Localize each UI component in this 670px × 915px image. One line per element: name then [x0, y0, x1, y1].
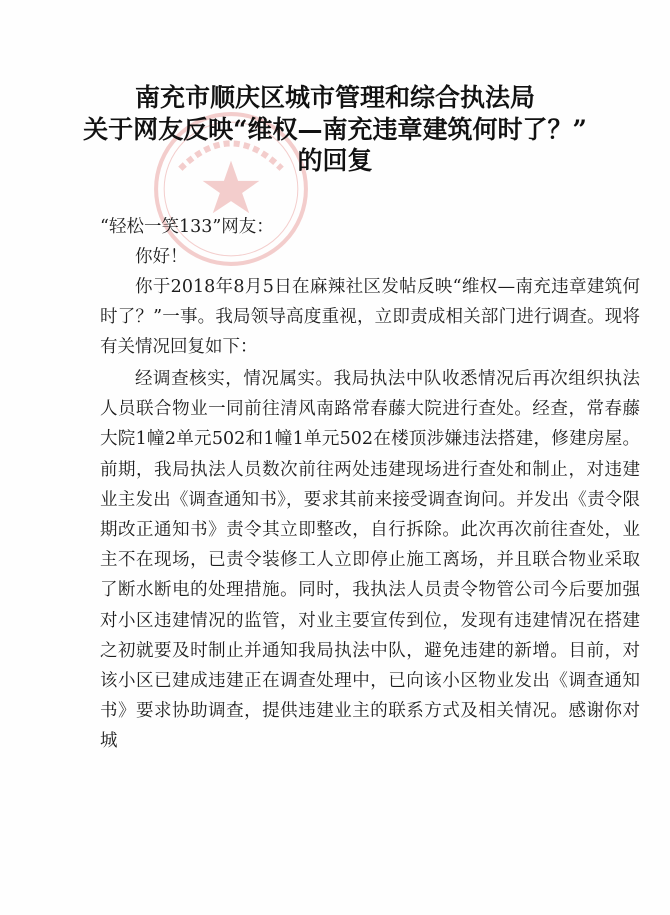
paragraph-2: 经调查核实，情况属实。我局执法中队收悉情况后再次组织执法人员联合物业一同前往清风南路常春藤大院进行查处。经查，常春藤大院1幢2单元502和1幢1单元502在楼顶涉嫌违法搭建，修建房屋。前期，我局执法人员数次前往两处违建现场进行查处和制止，对违建业主发出《调查通知书》，要求其前来接受调查询问。并发出《责令限期改正通知书》责令其立即整改，自行拆除。此次再次前往查处，业主不在现场，已责令装修工人立即停止施工离场，并且联合物业采取了断水断电的处理措施。同时，我执法人员责令物管公司今后要加强对小区违建情况的监管，对业主要宣传到位，发现有违建情况在搭建之初就要及时制止并通知我局执法中队，避免违建的新增。目前，对该小区已建成违建正在调查处理中，已向该小区物业发出《调查通知书》要求协助调查，提供违建业主的联系方式及相关情况。感谢你对城: [100, 369, 640, 752]
document-title-line-3: 的回复: [297, 146, 373, 175]
document-title-line-1: 南充市顺庆区城市管理和综合执法局: [134, 83, 535, 112]
document-title-line-2: 关于网友反映“维权—南充违章建筑何时了？”: [83, 115, 587, 144]
paragraph-1: 你于2018年8月5日在麻辣社区发帖反映“维权—南充违章建筑何时了？”一事。我局领导高度重视，立即责成相关部门进行调查。现将有关情况回复如下：: [100, 277, 640, 358]
greeting: 你好！: [135, 247, 188, 267]
salutation: “轻松一笑133”网友：: [100, 217, 274, 237]
